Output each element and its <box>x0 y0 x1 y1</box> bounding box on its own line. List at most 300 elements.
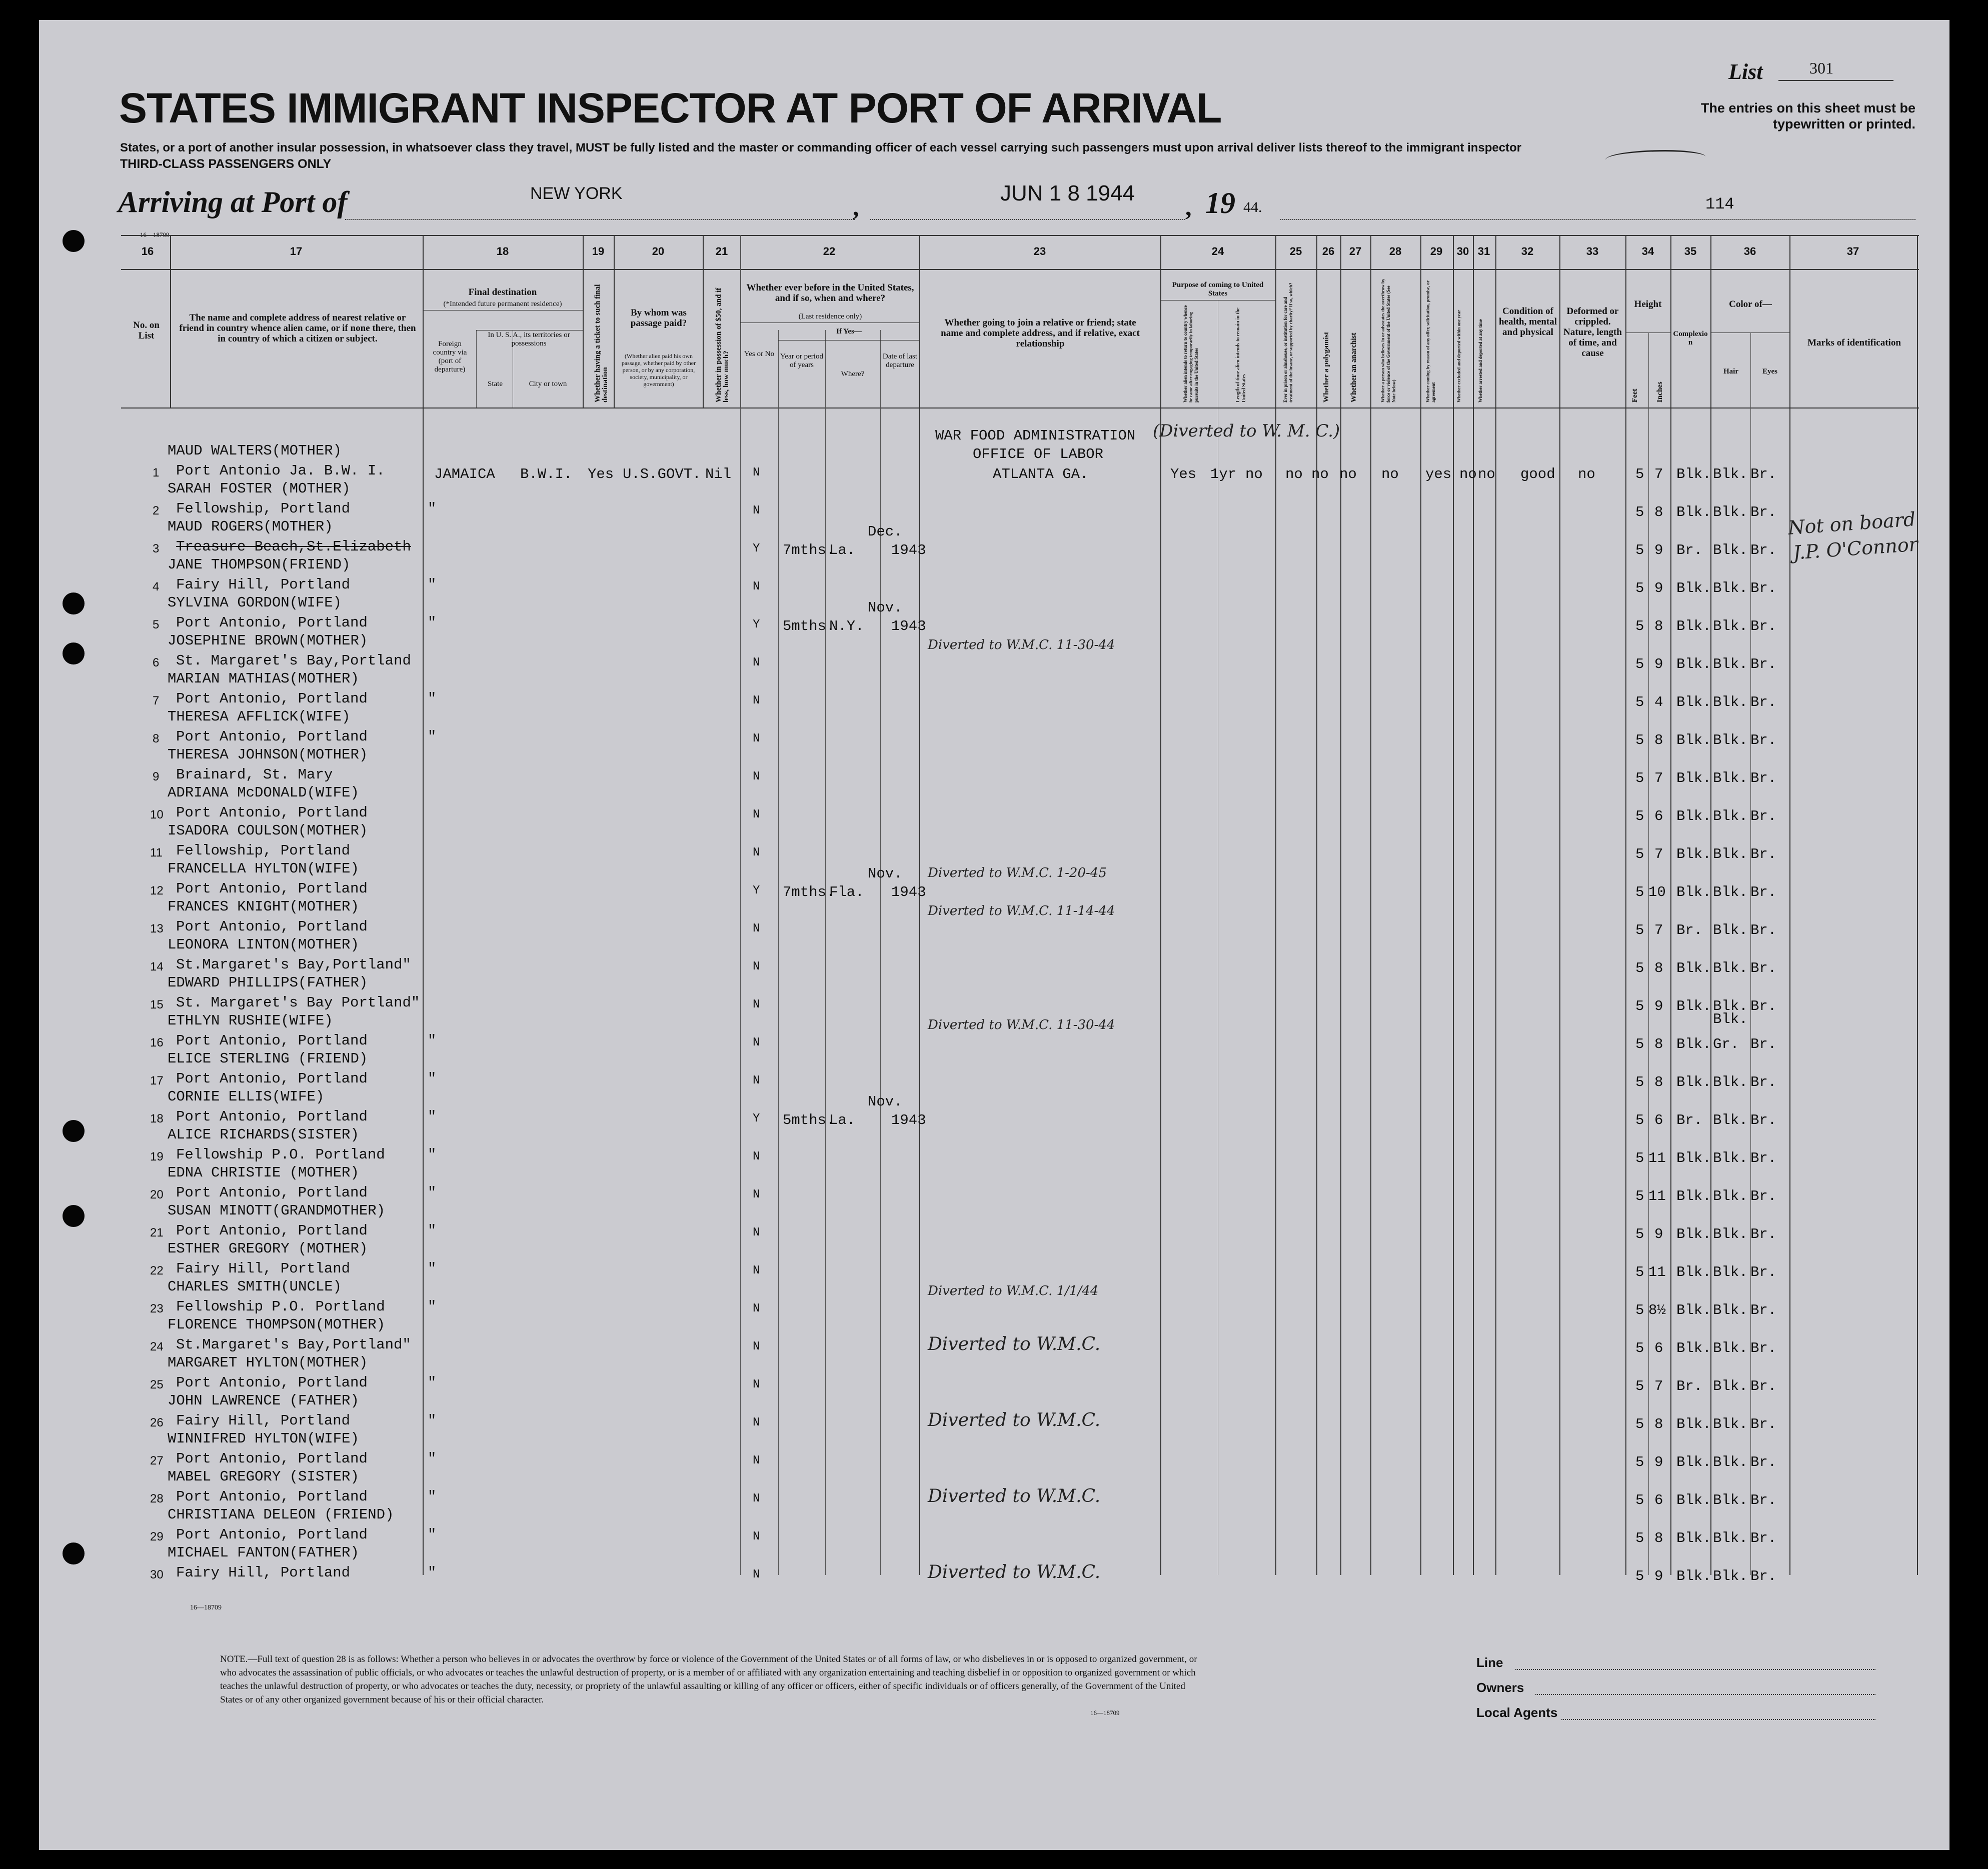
row-hair: Blk. <box>1713 504 1748 520</box>
row-eyes: Br. <box>1750 1530 1777 1546</box>
row-feet: 5 <box>1635 1226 1644 1242</box>
row1-foreign-country: JAMAICA <box>434 466 495 482</box>
row1-join-1: WAR FOOD ADMINISTRATION <box>935 428 1136 444</box>
form-code-top: 16—18709 <box>140 231 170 238</box>
row-ditto: " <box>428 1298 437 1315</box>
row-number: 1 <box>153 466 160 480</box>
header-yes-no: Yes or No <box>744 350 775 358</box>
column-number: 26 <box>1322 245 1335 258</box>
row-name: MICHAEL FANTON(FATHER) <box>168 1544 359 1561</box>
row-inches: 9 <box>1654 998 1663 1014</box>
column-number: 27 <box>1349 245 1362 258</box>
row-feet: 5 <box>1635 694 1644 710</box>
row1-paid-by: U.S.GOVT. <box>623 466 701 482</box>
column-number: 35 <box>1684 245 1697 258</box>
page-title: STATES IMMIGRANT INSPECTOR AT PORT OF ARRIVAL <box>119 84 1222 132</box>
row16-hair-extra: Blk. <box>1713 1011 1748 1028</box>
row-number: 4 <box>153 580 160 594</box>
row-ever-before: N <box>753 998 760 1012</box>
row-eyes: Br. <box>1750 770 1777 786</box>
row-feet: 5 <box>1635 1568 1644 1584</box>
row-number: 11 <box>150 846 163 860</box>
row-ever-before: Y <box>753 1112 760 1126</box>
row-ditto: " <box>428 1450 437 1467</box>
row-name: SYLVINA GORDON(WIFE) <box>168 594 342 611</box>
column-number: 21 <box>715 245 728 258</box>
year-suffix: 44. <box>1243 199 1262 216</box>
column-number: 19 <box>592 245 605 258</box>
row-address: Fairy Hill, Portland <box>176 1260 351 1277</box>
row-inches: 11 <box>1648 1264 1666 1280</box>
row-ditto: " <box>428 1108 437 1125</box>
header-return-intent: Whether alien intends to return to country whence he came after engaging temporarily in laboring pursuits in the United States <box>1183 305 1199 402</box>
row-date-year: 1943 <box>891 884 926 900</box>
row-eyes: Br. <box>1750 542 1777 558</box>
row-hair: Blk. <box>1713 618 1748 634</box>
row-eyes: Br. <box>1750 504 1777 520</box>
row-hair: Gr. <box>1713 1036 1739 1052</box>
row-number: 17 <box>150 1074 164 1088</box>
row-inches: 8½ <box>1648 1302 1666 1318</box>
row-address: Fairy Hill, Portland <box>176 1564 351 1581</box>
header-arrested: Whether arrested and deported at any time <box>1478 319 1483 402</box>
row-ever-before: N <box>753 1416 760 1430</box>
row-hair: Blk. <box>1713 1530 1748 1546</box>
row-complexion: Blk. <box>1676 656 1711 672</box>
row-feet: 5 <box>1635 1036 1644 1052</box>
row-hair: Blk. <box>1713 808 1748 824</box>
row-name: ETHLYN RUSHIE(WIFE) <box>168 1012 333 1029</box>
row-name: SUSAN MINOTT(GRANDMOTHER) <box>168 1202 386 1219</box>
footer-agents-label: Local Agents <box>1476 1705 1558 1720</box>
row-where: Fla. <box>829 884 864 900</box>
row-hair: Blk. <box>1713 732 1748 748</box>
header-state: State <box>488 380 503 388</box>
row-number: 12 <box>150 884 164 898</box>
row-ever-before: Y <box>753 884 760 898</box>
class-line: THIRD-CLASS PASSENGERS ONLY <box>120 157 332 171</box>
header-going-to-join: Whether going to join a relative or friend; state name and complete address, and if relative, exact relationship <box>941 318 1140 349</box>
row-feet: 5 <box>1635 1150 1644 1166</box>
row-address: Fairy Hill, Portland <box>176 576 351 593</box>
row-feet: 5 <box>1635 504 1644 520</box>
row-date-year: 1943 <box>891 542 926 558</box>
row-hair: Blk. <box>1713 1340 1748 1356</box>
row-ever-before: N <box>753 1074 760 1088</box>
header-ever-before-note: (Last residence only) <box>798 312 862 320</box>
row-inches: 6 <box>1654 1112 1663 1128</box>
row-complexion: Blk. <box>1676 808 1711 824</box>
row-complexion: Br. <box>1676 542 1703 558</box>
list-label: List <box>1728 60 1763 84</box>
row-hair: Blk. <box>1713 1264 1748 1280</box>
row-name: MAUD WALTERS(MOTHER) <box>168 442 342 459</box>
row-ever-before: N <box>753 732 760 746</box>
row-diverted-note: Diverted to W.M.C. 1/1/44 <box>928 1284 1099 1298</box>
binder-hole <box>63 1542 85 1564</box>
header-where: Where? <box>841 370 865 378</box>
row-where: N.Y. <box>829 618 864 634</box>
row-ever-before: N <box>753 960 760 974</box>
row-eyes: Br. <box>1750 1264 1777 1280</box>
row-ever-before: N <box>753 1492 760 1506</box>
row1-c30: no <box>1459 466 1477 482</box>
row-name: MARIAN MATHIAS(MOTHER) <box>168 670 359 687</box>
row-ditto: " <box>428 1146 437 1163</box>
row-number: 13 <box>150 922 164 936</box>
row-period: 5mths. <box>783 1112 835 1128</box>
header-year-period: Year or period of years <box>780 352 823 369</box>
row-feet: 5 <box>1635 732 1644 748</box>
row-address: Port Antonio, Portland <box>176 804 368 821</box>
header-passage-note: (Whether alien paid his own passage, whether paid by other person, or by any corporation, society, municipality, or government) <box>621 352 696 388</box>
row-complexion: Blk. <box>1676 846 1711 862</box>
header-prison: Ever in prison or almshouse, or institution for care and treatment of the insane, or supported by charity? If so, which? <box>1283 282 1293 402</box>
row-feet: 5 <box>1635 1340 1644 1356</box>
row-hair: Blk. <box>1713 1492 1748 1508</box>
row-inches: 7 <box>1654 1378 1663 1394</box>
row-address: Fellowship P.O. Portland <box>176 1298 385 1315</box>
row-hair: Blk. <box>1713 1188 1748 1204</box>
row-address: Port Antonio, Portland <box>176 918 368 935</box>
header-color-of: Color of— <box>1729 299 1772 310</box>
row-feet: 5 <box>1635 466 1644 482</box>
row-eyes: Br. <box>1750 1302 1777 1318</box>
row-name: ESTHER GREGORY (MOTHER) <box>168 1240 368 1257</box>
column-number: 25 <box>1289 245 1302 258</box>
row-number: 29 <box>150 1530 164 1544</box>
row1-c28b: no <box>1381 466 1399 482</box>
header-no-on-list: No. on List <box>133 320 160 341</box>
row-eyes: Br. <box>1750 884 1777 900</box>
row1-c25: no <box>1245 466 1263 482</box>
row-ever-before: N <box>753 1340 760 1354</box>
row-name: THERESA JOHNSON(MOTHER) <box>168 746 368 763</box>
row-feet: 5 <box>1635 770 1644 786</box>
row-name: MAUD ROGERS(MOTHER) <box>168 518 333 535</box>
row-eyes: Br. <box>1750 1226 1777 1242</box>
row-eyes: Br. <box>1750 656 1777 672</box>
row-complexion: Blk. <box>1676 694 1711 710</box>
row-complexion: Blk. <box>1676 960 1711 976</box>
row-complexion: Blk. <box>1676 1416 1711 1432</box>
header-eyes: Eyes <box>1762 368 1777 376</box>
row-eyes: Br. <box>1750 1416 1777 1432</box>
row-name: JOHN LAWRENCE (FATHER) <box>168 1392 359 1409</box>
row-ditto: " <box>428 1260 437 1277</box>
binder-hole <box>63 1205 85 1227</box>
row-name: EDNA CHRISTIE (MOTHER) <box>168 1164 359 1181</box>
row-name: EDWARD PHILLIPS(FATHER) <box>168 974 368 991</box>
row-hair: Blk. <box>1713 998 1748 1014</box>
row-ditto: " <box>428 1374 437 1391</box>
row-eyes: Br. <box>1750 960 1777 976</box>
row-inches: 8 <box>1654 1416 1663 1432</box>
column-number: 37 <box>1846 245 1859 258</box>
row-ditto: " <box>428 576 437 593</box>
row-inches: 8 <box>1654 618 1663 634</box>
row-complexion: Blk. <box>1676 1530 1711 1546</box>
form-code-bottom: 16—18709 <box>190 1604 222 1612</box>
header-final-destination: Final destination <box>468 287 537 298</box>
row-feet: 5 <box>1635 1112 1644 1128</box>
row-eyes: Br. <box>1750 466 1777 482</box>
row-address: Port Antonio, Portland <box>176 1222 368 1239</box>
row-eyes: Br. <box>1750 618 1777 634</box>
row-complexion: Blk. <box>1676 732 1711 748</box>
row-address: Brainard, St. Mary <box>176 766 333 783</box>
row-name: SARAH FOSTER (MOTHER) <box>168 480 351 497</box>
header-anarchist: Whether an anarchist <box>1350 332 1358 402</box>
row-address: Port Antonio, Portland <box>176 1526 368 1543</box>
row-ever-before: Y <box>753 618 760 632</box>
row-inches: 8 <box>1654 1530 1663 1546</box>
footer-line-label: Line <box>1476 1655 1503 1670</box>
header-deformed: Deformed or crippled. Nature, length of time, and cause <box>1563 306 1622 358</box>
column-number: 24 <box>1211 245 1224 258</box>
row-complexion: Blk. <box>1676 1340 1711 1356</box>
port-of-arrival: NEW YORK <box>530 184 623 203</box>
row-eyes: Br. <box>1750 1188 1777 1204</box>
row1-c33: no <box>1578 466 1595 482</box>
row-inches: 7 <box>1654 846 1663 862</box>
column-number: 30 <box>1456 245 1469 258</box>
row-eyes: Br. <box>1750 1112 1777 1128</box>
row-hair: Blk. <box>1713 1150 1748 1166</box>
row-date-year: 1943 <box>891 1112 926 1128</box>
row-hair: Blk. <box>1713 770 1748 786</box>
row-complexion: Blk. <box>1676 1568 1711 1584</box>
row-feet: 5 <box>1635 1454 1644 1470</box>
row-feet: 5 <box>1635 1188 1644 1204</box>
row-eyes: Br. <box>1750 1074 1777 1090</box>
row-hair: Blk. <box>1713 960 1748 976</box>
row-ever-before: N <box>753 656 760 670</box>
row-hair: Blk. <box>1713 1112 1748 1128</box>
row-address: Port Antonio, Portland <box>176 1488 368 1505</box>
row-ever-before: N <box>753 1568 760 1582</box>
row-hair: Blk. <box>1713 542 1748 558</box>
row-hair: Blk. <box>1713 1302 1748 1318</box>
row-ever-before: N <box>753 1188 760 1202</box>
row-complexion: Blk. <box>1676 1074 1711 1090</box>
row-complexion: Blk. <box>1676 1454 1711 1470</box>
row-feet: 5 <box>1635 618 1644 634</box>
row1-ticket: Yes <box>588 466 614 482</box>
column-number: 31 <box>1477 245 1490 258</box>
list-number: 301 <box>1809 59 1833 77</box>
binder-hole <box>63 1120 85 1142</box>
row-complexion: Blk. <box>1676 1150 1711 1166</box>
row-inches: 9 <box>1654 580 1663 596</box>
row-address: Port Antonio Ja. B.W. I. <box>176 462 385 479</box>
row1-diverted-note: (Diverted to W. M. C.) <box>1153 421 1340 441</box>
row-ditto: " <box>428 500 437 517</box>
column-number: 16 <box>141 245 154 258</box>
row-eyes: Br. <box>1750 1340 1777 1356</box>
row-inches: 4 <box>1654 694 1663 710</box>
row-number: 20 <box>150 1188 164 1202</box>
header-feet: Feet <box>1631 388 1639 402</box>
row-address: Port Antonio, Portland <box>176 1108 368 1125</box>
row-name: CHRISTIANA DELEON (FRIEND) <box>168 1506 394 1523</box>
row-complexion: Blk. <box>1676 998 1711 1014</box>
row-ever-before: Y <box>753 542 760 556</box>
row-ditto: " <box>428 1564 437 1581</box>
row-ever-before: N <box>753 1530 760 1544</box>
row-address: St.Margaret's Bay,Portland" <box>176 1336 411 1353</box>
header-health: Condition of health, mental and physical <box>1498 306 1557 338</box>
row-ever-before: N <box>753 846 760 860</box>
row-ditto: " <box>428 1526 437 1543</box>
row-number: 8 <box>153 732 160 746</box>
row-hair: Blk. <box>1713 1568 1748 1584</box>
row-period: 7mths. <box>783 884 835 900</box>
row-address: Port Antonio, Portland <box>176 1374 368 1391</box>
row-address: Treasure Beach,St.Elizabeth <box>176 538 411 555</box>
header-offer: Whether coming by reason of any offer, solicitation, promise, or agreement <box>1425 280 1436 402</box>
row-address: Port Antonio, Portland <box>176 880 368 897</box>
row-complexion: Blk. <box>1676 1036 1711 1052</box>
row-hair: Blk. <box>1713 580 1748 596</box>
row-complexion: Blk. <box>1676 1188 1711 1204</box>
column-number: 28 <box>1389 245 1402 258</box>
row-eyes: Br. <box>1750 922 1777 938</box>
row-name: JANE THOMPSON(FRIEND) <box>168 556 351 573</box>
row-ditto: " <box>428 1222 437 1239</box>
row-number: 9 <box>153 770 160 784</box>
column-number: 32 <box>1521 245 1534 258</box>
typewritten-notice: The entries on this sheet must be typewritten or printed. <box>1700 100 1915 132</box>
header-ticket: Whether having a ticket to such final destination <box>594 284 609 402</box>
row-name: CHARLES SMITH(UNCLE) <box>168 1278 342 1295</box>
row-name: LEONORA LINTON(MOTHER) <box>168 936 359 953</box>
row-feet: 5 <box>1635 580 1644 596</box>
row-diverted-note: Diverted to W.M.C. 11-14-44 <box>928 904 1115 918</box>
column-number: 33 <box>1586 245 1599 258</box>
row-hair: Blk. <box>1713 694 1748 710</box>
row-name: FRANCELLA HYLTON(WIFE) <box>168 860 359 877</box>
row-number: 25 <box>150 1378 164 1392</box>
row-date-month: Nov. <box>868 1094 903 1110</box>
row-address: Port Antonio, Portland <box>176 1184 368 1201</box>
row-address: St.Margaret's Bay,Portland" <box>176 956 411 973</box>
row-date-month: Nov. <box>868 600 903 616</box>
row-name: JOSEPHINE BROWN(MOTHER) <box>168 632 368 649</box>
arriving-label: Arriving at Port of <box>118 186 348 218</box>
arrival-date-stamp: JUN 1 8 1944 <box>1000 181 1135 206</box>
header-marks: Marks of identification <box>1807 338 1901 348</box>
row-name: WINNIFRED HYLTON(WIFE) <box>168 1430 359 1447</box>
row-diverted-note: Diverted to W.M.C. <box>928 1334 1101 1354</box>
row-feet: 5 <box>1635 1302 1644 1318</box>
row-number: 26 <box>150 1416 164 1430</box>
row-number: 6 <box>153 656 160 670</box>
row-inches: 8 <box>1654 504 1663 520</box>
row-feet: 5 <box>1635 656 1644 672</box>
row-feet: 5 <box>1635 1378 1644 1394</box>
row-name: ISADORA COULSON(MOTHER) <box>168 822 368 839</box>
row-number: 5 <box>153 618 160 632</box>
row-hair: Blk. <box>1713 922 1748 938</box>
row-ditto: " <box>428 1032 437 1049</box>
row-complexion: Blk. <box>1676 1226 1711 1242</box>
row1-c24a: Yes <box>1170 466 1197 482</box>
year-prefix: 19 <box>1205 186 1235 220</box>
binder-hole <box>63 592 85 614</box>
row-number: 19 <box>150 1150 164 1164</box>
row-eyes: Br. <box>1750 732 1777 748</box>
row-number: 10 <box>150 808 164 822</box>
binder-hole <box>63 642 85 664</box>
row-name: CORNIE ELLIS(WIFE) <box>168 1088 325 1105</box>
row-inches: 7 <box>1654 922 1663 938</box>
row-ever-before: N <box>753 694 760 708</box>
row-complexion: Blk. <box>1676 466 1711 482</box>
row-number: 18 <box>150 1112 164 1126</box>
row-inches: 7 <box>1654 770 1663 786</box>
row-name: ELICE STERLING (FRIEND) <box>168 1050 368 1067</box>
row-address: Port Antonio, Portland <box>176 690 368 707</box>
row-feet: 5 <box>1635 808 1644 824</box>
row-name: MARGARET HYLTON(MOTHER) <box>168 1354 368 1371</box>
row-address: Port Antonio, Portland <box>176 1450 368 1467</box>
row-number: 7 <box>153 694 160 708</box>
header-height: Height <box>1634 299 1662 310</box>
row-eyes: Br. <box>1750 580 1777 596</box>
row-inches: 11 <box>1648 1188 1666 1204</box>
form-code-bottom-2: 16—18709 <box>1090 1709 1120 1716</box>
row-inches: 7 <box>1654 466 1663 482</box>
row-ditto: " <box>428 690 437 707</box>
margin-note-signature: J.P. O'Connor <box>1792 533 1919 564</box>
column-number: 29 <box>1430 245 1443 258</box>
row-name: FRANCES KNIGHT(MOTHER) <box>168 898 359 915</box>
row-hair: Blk. <box>1713 1226 1748 1242</box>
row-eyes: Br. <box>1750 1568 1777 1584</box>
header-overthrow: Whether a person who believes in or advocates the overthrow by force or violence of the Government of the United States (See Note below) <box>1380 278 1396 402</box>
row-inches: 11 <box>1648 1150 1666 1166</box>
footer-note-q28: NOTE.—Full text of question 28 is as follows: Whether a person who believes in or advocates the overthrow by force or violence of the Government of the United States or of all forms of law, or who disbelieves in or is opposed to organized government, or who advocates the assassination of public officials, or who advocates or teaches the unlawful destruction of property, or is a member of or affiliated with any organization entertaining and teaching disbelief in or opposition to organized government or which teaches the unlawful destruction of property, or who advocates or teaches the duty, necessity, or propriety of the unlawful assaulting or killing of any officer or officers, either of specific individuals or of officers generally, of the Government of the United States or of any other organized government because of his or their official character. <box>220 1654 1197 1705</box>
row-ever-before: N <box>753 1378 760 1392</box>
header-hair: Hair <box>1723 368 1738 376</box>
row-period: 5mths. <box>783 618 835 634</box>
row1-state: B.W.I. <box>520 466 573 482</box>
column-number: 20 <box>652 245 665 258</box>
row-ever-before: N <box>753 1302 760 1316</box>
row-eyes: Br. <box>1750 694 1777 710</box>
row-hair: Blk. <box>1713 1454 1748 1470</box>
row-feet: 5 <box>1635 846 1644 862</box>
row-feet: 5 <box>1635 1416 1644 1432</box>
row-complexion: Br. <box>1676 1112 1703 1128</box>
row-address: Port Antonio, Portland <box>176 1032 368 1049</box>
row-diverted-note: Diverted to W.M.C. 11-30-44 <box>928 1018 1115 1032</box>
row-inches: 10 <box>1648 884 1666 900</box>
row-feet: 5 <box>1635 1074 1644 1090</box>
row-eyes: Br. <box>1750 1150 1777 1166</box>
header-excluded: Whether excluded and deported within one year <box>1456 310 1461 402</box>
header-city: City or town <box>529 380 567 388</box>
row-number: 21 <box>150 1226 164 1240</box>
row-number: 24 <box>150 1340 164 1354</box>
row-ditto: " <box>428 1184 437 1201</box>
header-in-usa: In U. S. A., its territories or possessions <box>488 331 570 348</box>
row-complexion: Blk. <box>1676 1264 1711 1280</box>
row-hair: Blk. <box>1713 1378 1748 1394</box>
row-ever-before: N <box>753 1150 760 1164</box>
row-inches: 9 <box>1654 656 1663 672</box>
